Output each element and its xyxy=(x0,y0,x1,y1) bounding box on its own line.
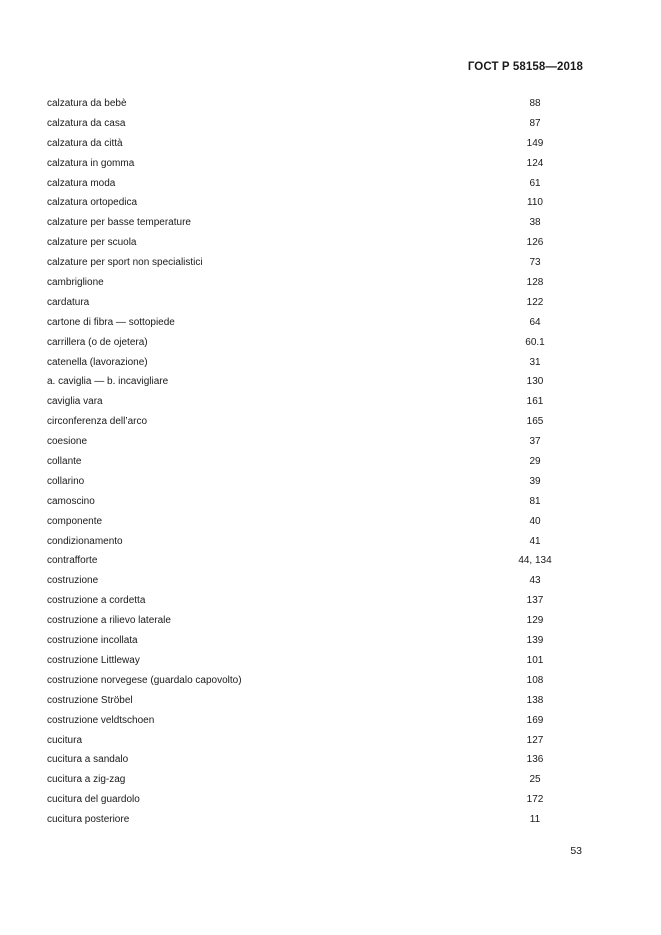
index-ref: 165 xyxy=(526,416,544,428)
index-term: costruzione a rilievo laterale xyxy=(47,615,171,627)
index-term: costruzione veldtschoen xyxy=(47,714,155,726)
index-entry xyxy=(0,94,661,114)
index-term: calzatura da città xyxy=(47,137,123,149)
index-ref: 40 xyxy=(529,515,541,527)
index-ref: 129 xyxy=(526,615,544,627)
index-ref: 44, 134 xyxy=(518,555,552,567)
index-ref: 37 xyxy=(529,436,541,448)
index-list xyxy=(0,94,661,830)
index-entry xyxy=(0,512,661,532)
index-term: calzature per scuola xyxy=(47,237,137,249)
index-entry xyxy=(0,213,661,233)
index-entry xyxy=(0,770,661,790)
index-entry xyxy=(0,293,661,313)
index-entry xyxy=(0,711,661,731)
index-term: calzatura da bebè xyxy=(47,98,127,109)
index-entry xyxy=(0,492,661,512)
index-entry xyxy=(0,731,661,751)
index-entry xyxy=(0,691,661,711)
index-term: cucitura del guardolo xyxy=(47,794,140,806)
index-entry xyxy=(0,591,661,611)
index-term: camoscino xyxy=(47,495,95,507)
index-entry xyxy=(0,472,661,492)
index-ref: 31 xyxy=(529,356,541,368)
index-entry xyxy=(0,611,661,631)
index-term: carrillera (o de ojetera) xyxy=(47,336,148,348)
index-entry xyxy=(0,333,661,353)
index-term: catenella (lavorazione) xyxy=(47,356,148,368)
index-term: calzatura moda xyxy=(47,177,116,189)
index-term: costruzione Littleway xyxy=(47,654,140,666)
index-ref: 81 xyxy=(529,495,541,507)
index-entry xyxy=(0,154,661,174)
index-term: cardatura xyxy=(47,296,90,308)
index-term: calzature per sport non specialistici xyxy=(47,257,203,269)
index-term: collarino xyxy=(47,475,85,487)
index-ref: 38 xyxy=(529,217,541,229)
index-term: calzatura da casa xyxy=(47,117,126,129)
index-term: cucitura a zig-zag xyxy=(47,774,126,786)
index-entry xyxy=(0,532,661,552)
index-ref: 41 xyxy=(529,535,541,547)
index-ref: 39 xyxy=(529,475,541,487)
index-ref: 149 xyxy=(526,137,544,149)
index-ref: 43 xyxy=(529,575,541,587)
index-term: cucitura a sandalo xyxy=(47,754,129,766)
index-entry xyxy=(0,273,661,293)
index-ref: 60.1 xyxy=(525,336,545,348)
index-term: circonferenza dell’arco xyxy=(47,416,148,428)
index-term: collante xyxy=(47,456,82,468)
index-ref: 29 xyxy=(529,456,541,468)
index-entry xyxy=(0,810,661,830)
index-ref: 25 xyxy=(529,774,541,786)
index-ref: 108 xyxy=(526,674,544,686)
index-ref: 73 xyxy=(529,257,541,269)
index-term: calzatura in gomma xyxy=(47,157,135,169)
index-ref: 138 xyxy=(526,694,544,706)
index-entry xyxy=(0,134,661,154)
index-term: componente xyxy=(47,515,103,527)
index-term: contrafforte xyxy=(47,555,98,567)
index-entry xyxy=(0,452,661,472)
index-ref: 130 xyxy=(526,376,544,388)
index-entry xyxy=(0,790,661,810)
document-header: ГОСТ Р 58158—2018 xyxy=(467,61,583,73)
index-ref: 101 xyxy=(526,654,544,666)
page-number: 53 xyxy=(570,845,582,857)
index-entry xyxy=(0,432,661,452)
index-ref: 172 xyxy=(526,794,544,806)
index-entry xyxy=(0,571,661,591)
index-ref: 124 xyxy=(526,157,544,169)
index-ref: 11 xyxy=(529,814,541,826)
index-term: cucitura xyxy=(47,734,83,746)
index-ref: 64 xyxy=(529,316,541,328)
index-ref: 137 xyxy=(526,595,544,607)
index-ref: 128 xyxy=(526,277,544,289)
index-ref: 122 xyxy=(526,296,544,308)
index-term: costruzione incollata xyxy=(47,635,138,647)
index-term: cartone di fibra — sottopiede xyxy=(47,316,175,328)
index-term: costruzione a cordetta xyxy=(47,595,146,607)
index-ref: 110 xyxy=(527,197,543,209)
index-term: cucitura posteriore xyxy=(47,814,130,826)
index-entry xyxy=(0,551,661,571)
index-entry xyxy=(0,193,661,213)
index-entry xyxy=(0,372,661,392)
index-term: caviglia vara xyxy=(47,396,103,408)
index-entry xyxy=(0,253,661,273)
index-term: calzatura ortopedica xyxy=(47,197,138,209)
index-term: costruzione xyxy=(47,575,99,587)
index-ref: 87 xyxy=(529,117,541,129)
index-entry xyxy=(0,651,661,671)
index-term: a. caviglia — b. incavigliare xyxy=(47,376,169,388)
index-entry xyxy=(0,750,661,770)
index-term: costruzione Ströbel xyxy=(47,694,133,706)
index-term: calzature per basse temperature xyxy=(47,217,191,229)
index-entry xyxy=(0,671,661,691)
index-term: condizionamento xyxy=(47,535,123,547)
index-ref: 139 xyxy=(526,635,544,647)
index-ref: 169 xyxy=(526,714,544,726)
index-term: coesione xyxy=(47,436,88,448)
index-ref: 126 xyxy=(526,237,544,249)
index-entry xyxy=(0,233,661,253)
index-entry xyxy=(0,412,661,432)
index-entry xyxy=(0,174,661,194)
index-entry xyxy=(0,392,661,412)
index-entry xyxy=(0,114,661,134)
index-entry xyxy=(0,353,661,373)
index-term: costruzione norvegese (guardalo capovolto) xyxy=(47,674,242,686)
index-ref: 161 xyxy=(526,396,544,408)
index-ref: 127 xyxy=(526,734,544,746)
index-term: cambriglione xyxy=(47,277,104,289)
index-ref: 136 xyxy=(526,754,544,766)
index-ref: 88 xyxy=(529,98,541,109)
index-entry xyxy=(0,631,661,651)
index-ref: 61 xyxy=(529,177,541,189)
index-entry xyxy=(0,313,661,333)
